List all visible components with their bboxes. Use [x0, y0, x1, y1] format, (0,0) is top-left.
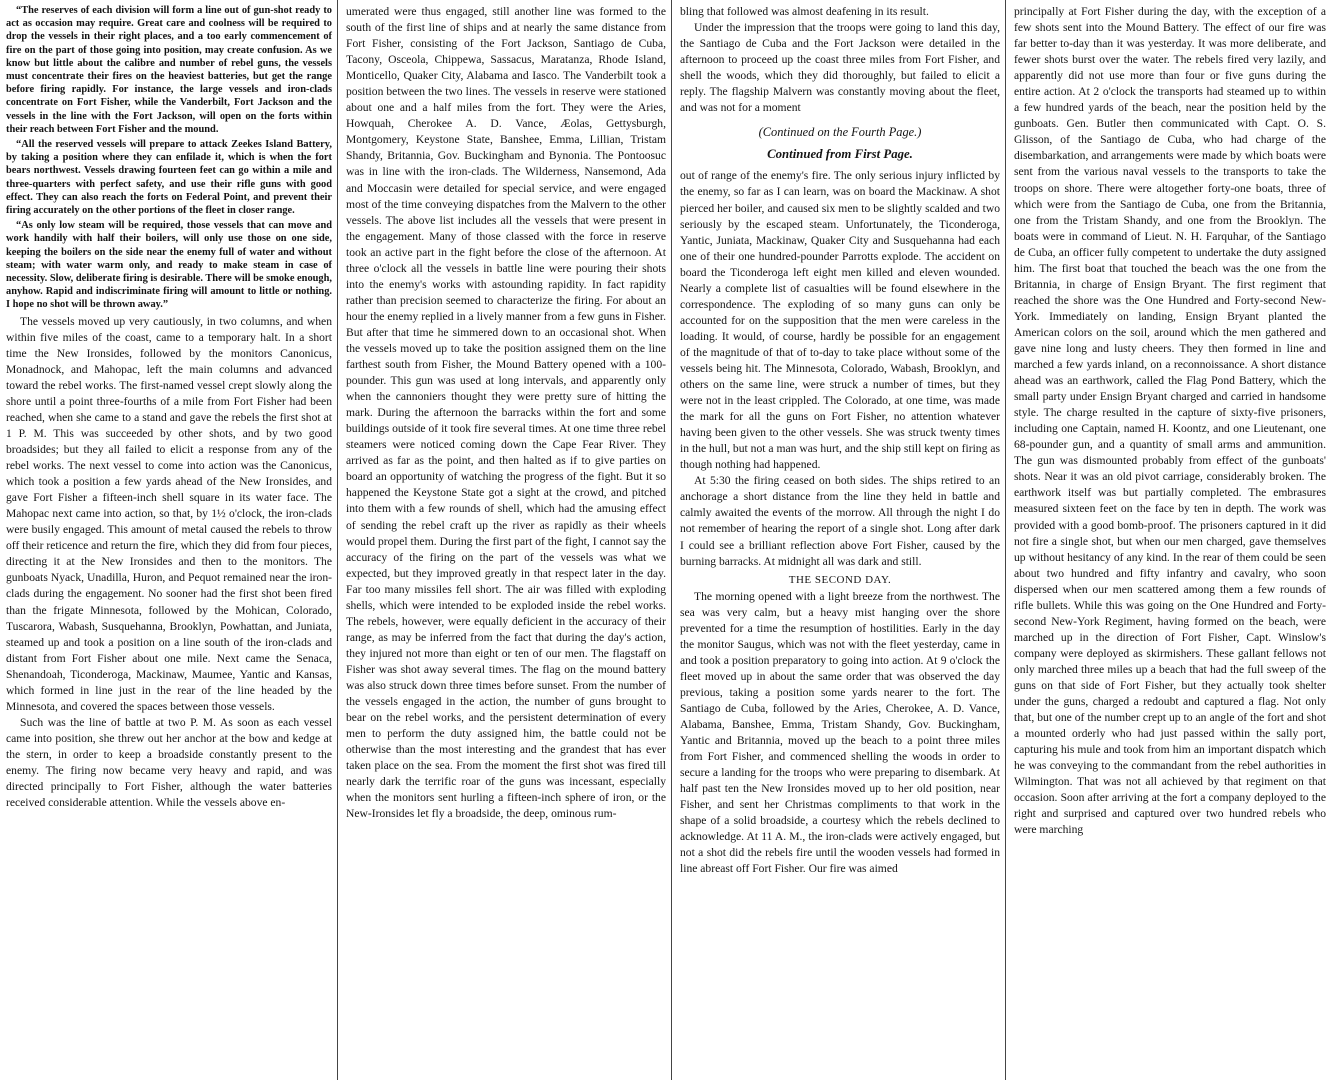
section-heading: THE SECOND DAY.: [788, 573, 892, 586]
column-4: [1008, 0, 1330, 1080]
column-rule: [337, 0, 338, 1080]
article-paragraph: umerated were thus engaged, still another line was formed to the south of the first line of ships and at nearly the same distance from Fort Fisher, consisting of the Fort Jackson, Santiago de Cuba, Tacony, Osceola, Chippewa, Sassacus, Maratanza, Rhode Island, Monticello, Quaker City, Alabama and Iasco. The Vanderbilt took a position between the two lines. The vessels in reserve were stationed about one and a half miles from the fort. They were the Aries, Howquah, Cherokee A. D. Vance, Æolas, Gettysburgh, Montgomery, Keystone State, Banshee, Emma, Lillian, Tristam Shandy, Britannia, Gov. Buckingham and Bynonia. The Pontoosuc was in line with the iron-clads. The Wilderness, Nansemond, Ada and Moccasin were detailed for special service, and were engaged most of the time conveying dispatches from the Malvern to the other vessels. The above list includes all the vessels that were present in the engagement. Many of those classed with the force in reserve took an active part in the fight before the close of the afternoon. At three o'clock all the vessels in battle line were pouring their shots into the enemy's works with astounding rapidity. In fact rapidity rather than precision seemed to characterize the firing. For about an hour the enemy replied in a lively manner from a few guns in Fisher. But after that time he simmered down to an occasional shot. When the vessels moved up to take the position assigned them on the line farthest south from Fisher, the Mound Battery opened with a 100-pounder. This gun was used at long intervals, and apparently only when the cannoniers thought they were pretty sure of hitting the mark. During the afternoon the barracks within the fort and some buildings outside of it took fire several times. At one time three rebel steamers were noticed coming down the Cape Fear River. They arrived as far as the point, and then halted as if to give parties on board an opportunity of watching the progress of the fight. But it so happened the Keystone State got a sight at the crowd, and pitched into them with a few rounds of shell, which had the amusing effect of sending the rebel craft up the river as rapidly as their wheels would propel them. During the first part of the fight, I cannot say the accuracy of the firing on the part of the vessels was what we expected, but they improved greatly in that respect later in the day. Far too many missiles fell short. The air was filled with exploding shells, which were intended to be exploded inside the rebel works. The rebels, however, were equally deficient in the accuracy of their range, as may be inferred from the fact that during the day's action, they injured not more than eight or ten of our men. The flagstaff on Fisher was shot away several times. The flag on the mound battery was also struck down three times before sunset. From the number of the vessels engaged in the action, the number of guns brought to bear on the rebel works, and the persistent determination of every men to perform the duty assigned him, the battle could not be otherwise than the most interesting and the grandest that has ever taken place on the sea. From the moment the first shot was fired till nearly dark the terrific roar of the guns was incessant, especially when the monitors sent hurling a fifteen-inch sphere of iron, or the New-Ironsides let fly a broadside, the deep, ominous rum-: [346, 5, 666, 821]
column-rule: [1005, 0, 1006, 1080]
article-paragraph: out of range of the enemy's fire. The only serious injury inflicted by the enemy, so far as I can learn, was on board the Mackinaw. A shot pierced her boiler, and caused six men to be slightly scalded and two seriously by the escaped steam. Unfortunately, the Ticonderoga, Yantic, Juniata, Mackinaw, Quaker City and Susquehanna had each one of their one hundred-pounder Parrotts explode. The accident on board the Ticonderoga left eight men killed and eleven wounded. Nearly a complete list of casualties will be found elsewhere in the correspondence. The exploding of so many guns can only be accounted for on the supposition that the men were careless in the loading. It would, of course, hardly be possible for an engagement of the magnitude of that of to-day to take place without some of the vessels being hit. The Minnesota, Colorado, Wabash, Brooklyn, and others on the same line, were struck a number of times, but they were not in the least crippled. The Colorado, at one time, was made the mark for all the guns on Fort Fisher, no attention whatever having been given to the other vessels. She was struck twenty times in the hull, but not a man was hurt, and the ship still kept on firing as though nothing had happened.: [680, 169, 1000, 472]
article-paragraph: The vessels moved up very cautiously, in two columns, and when within five miles of the coast, came to a temporary halt. In a short time the New Ironsides, followed by the monitors Canonicus, Monadnock, and Mahopac, left the main columns and advanced toward the rebel works. The first-named vessel crept slowly along the shore until a point three-fourths of a mile from Fort Fisher had been reached, when she came to a stand and gave the rebels the first shot at 1 P. M. This was succeeded by other shots, and by two good broadsides; but they all failed to elicit a response from any of the rebel works. The next vessel to come into action was the Canonicus, which took a position a few yards ahead of the New Ironsides, and gave Fort Fisher a fifteen-inch shell square in its water face. The Mahopac next came into action, so that, by 1½ o'clock, the iron-clads were busily engaged. This amount of metal caused the rebels to throw off their reticence and return the fire, which they did from four pieces, directing it at the New Ironsides and then to the monitors. The gunboats Nyack, Unadilla, Huron, and Pequot remained near the iron-clads during the engagement. No sooner had the first shot been fired than the frigate Minnesota, followed by the Mohican, Colorado, Tuscarora, Wabash, Susquehanna, Brooklyn, Powhattan, and Juniata, steamed up and took a position on a line south of the iron-clads and distant from Fort Fisher about one mile. Next came the Senaca, Shenandoah, Ticonderoga, Mackinaw, Maumee, Yantic and Kansas, which formed in line just in the rear of the line headed by the Minnesota, and covered the spaces between those vessels.: [6, 314, 332, 713]
column-3: [674, 0, 1004, 1080]
order-paragraph: “All the reserved vessels will prepare to attack Zeekes Island Battery, by taking a position where they can enfilade it, which is when the fort bears northwest. Vessels drawing fourteen feet can go within a mile and three-quarters with perfect safety, and use their rifle guns with good effect. They can also reach the forts on Federal Point, and prevent their firing accurately on the other portions of the fleet in closer range.: [6, 139, 332, 217]
column-rule: [671, 0, 672, 1080]
continued-from-notice: Continued from First Page.: [767, 147, 913, 162]
article-paragraph: Such was the line of battle at two P. M. As soon as each vessel came into position, she threw out her anchor at the bow and kedge at the stern, in order to keep a broadside constantly present to the enemy. The firing now became very heavy and rapid, and was directed principally to Fort Fisher, although the water batteries received considerable attention. While the vessels above en-: [6, 715, 332, 810]
order-paragraph: “The reserves of each division will form a line out of gun-shot ready to act as occasion may require. Great care and coolness will be required to drop the vessels in their right places, and a too early commencement of fire on the part of those going into position, may create confusion. As we know but little about the calibre and number of rebel guns, the vessels must concentrate their fires on the heaviest batteries, but get the range before firing rapidly. For instance, the large vessels and iron-clads concentrate on Fort Fisher, while the Vanderbilt, Fort Jackson and the vessels in the line with the Fort Jackson, will open on the forts within their reach between Fort Fisher and the mound.: [6, 5, 332, 135]
column-2: [340, 0, 670, 1080]
article-paragraph: Under the impression that the troops were going to land this day, the Santiago de Cuba and the Fort Jackson were detailed in the afternoon to proceed up the coast three miles from Fort Fisher, and shell the woods, which they did thoroughly, but failed to elicit a reply. The flagship Malvern was constantly moving about the fleet, and was not for a moment: [680, 21, 1000, 115]
order-paragraph: “As only low steam will be required, those vessels that can move and work handily with half their boilers, will only use those on one side, keeping the boilers on the side near the enemy full of water and without steam; with water warm only, and ready to make steam in case of necessity. Slow, deliberate firing is desirable. There will be smoke enough, anyhow. Rapid and indiscriminate firing will amount to little or nothing. I hope no shot will be thrown away.”: [6, 220, 332, 311]
article-paragraph: The morning opened with a light breeze from the northwest. The sea was very calm, but a heavy mist hanging over the shore prevented for a time the resumption of hostilities. Early in the day the monitor Saugus, which was not with the fleet yesterday, came in and took a position preparatory to going into action. At 9 o'clock the fleet moved up in about the same order that was observed the day previous, taking a position some yards nearer to the fort. The Santiago de Cuba, followed by the Aries, Cherokee, A. D. Vance, Alabama, Banshee, Emma, Tristam Shandy, Gov. Buckingham, Yantic and Britannia, moved up the beach to a point three miles from Fort Fisher, and commenced shelling the woods in order to secure a landing for the troops who were preparing to disembark. At half past ten the New Ironsides moved up to her old position, near Fisher, and sent her Christmas compliments to that work in the shape of a solid broadside, a courtesy which the rebels declined to acknowledge. At 11 A. M., the iron-clads were actively engaged, but not a shot did the rebels fire until the wooden vessels had formed in line abreast off Fort Fisher. Our fire was aimed: [680, 589, 1000, 876]
article-paragraph: principally at Fort Fisher during the day, with the exception of a few shots sent into the Mound Battery. The effect of our fire was far better to-day than it was yesterday. It was more deliberate, and fewer shots burst over the water. The rebels fired very lazily, and apparently did not use more than four or five guns during the entire action. At 2 o'clock the transports had steamed up to within a few hundred yards of the beach, near the position held by the gunboats. Gen. Butler then communicated with Capt. O. S. Glisson, of the Santiago de Cuba, who had charge of the disembarkation, and arrangements were made by which boats were sent from the various naval vessels to the transports to take the troops on shore. There were altogether forty-one boats, three of which were from the Santiago de Cuba, one from the Britannia, one from the Tristam Shandy, and one from the Brooklyn. The boats were in command of Lieut. N. H. Farquhar, of the Santiago de Cuba, an officer fully competent to undertake the duty assigned him. The first boat that touched the beach was the one from the Britannia, in charge of Ensign Bryant. The first regiment that reached the shore was the One Hundred and Forty-second New-York. Immediately on landing, Ensign Bryant planted the American colors on the soil, around which the men gathered and gave nine long and lusty cheers. They then formed in line and marched a few yards inland, on a reconnoissance. A short distance ahead was an earthwork, called the Flag Pond Battery, which the small party under Ensign Bryant charged and carried in handsome style. The charge resulted in the capture of sixty-five prisoners, including one Captain, named H. Koontz, and one Lieutenant, one 68-pounder gun, and a quantity of small arms and ammunition. The gun was dismounted probably from effect of the gunboats' shots. Near it was an old pivot carriage, considerably broken. The earthwork itself was but partially completed. The embrasures measured sixteen feet on the face by ten in depth. The work was provided with a good bomb-proof. The prisoners captured in it did not fire a single shot, but when our men charged, gave themselves up without hesitancy of any kind. In the rear of them could be seen about two hundred and fifty infantry and cavalry, who soon dispersed when our men scattered among them a few rounds of rifle bullets. While this was going on the One Hundred and Forty-second New-York Regiment, having formed on the beach, were marched up in the direction of Fort Fisher, Capt. Winslow's company were deployed as skirmishers. These gallant fellows not only marched three miles up a beach that had the full sweep of the guns on that side of Fort Fisher, but they actually took shelter under the guns, charged a redoubt and captured a flag. Not only that, but one of the number crept up to an angle of the fort and shot a mounted orderly who had just passed within the sally port, capturing his mule and took from him an important dispatch which he was conveying to the commandant from the rebel authorities in Wilmington. That was not all achieved by that regiment on that occasion. Soon after arriving at the fort a company deployed to the right and surprised and captured over two hundred rebels who were marching: [1014, 5, 1326, 837]
column-1: [0, 0, 336, 1080]
continued-on-notice: (Continued on the Fourth Page.): [758, 125, 922, 140]
article-paragraph: bling that followed was almost deafening in its result.: [680, 5, 929, 18]
article-paragraph: At 5:30 the firing ceased on both sides. The ships retired to an anchorage a short distance from the line they held in battle and calmly awaited the events of the morrow. All through the night I do not remember of hearing the report of a single shot. Long after dark I could see a brilliant reflection above Fort Fisher, caused by the burning barracks. At midnight all was dark and still.: [680, 474, 1000, 568]
